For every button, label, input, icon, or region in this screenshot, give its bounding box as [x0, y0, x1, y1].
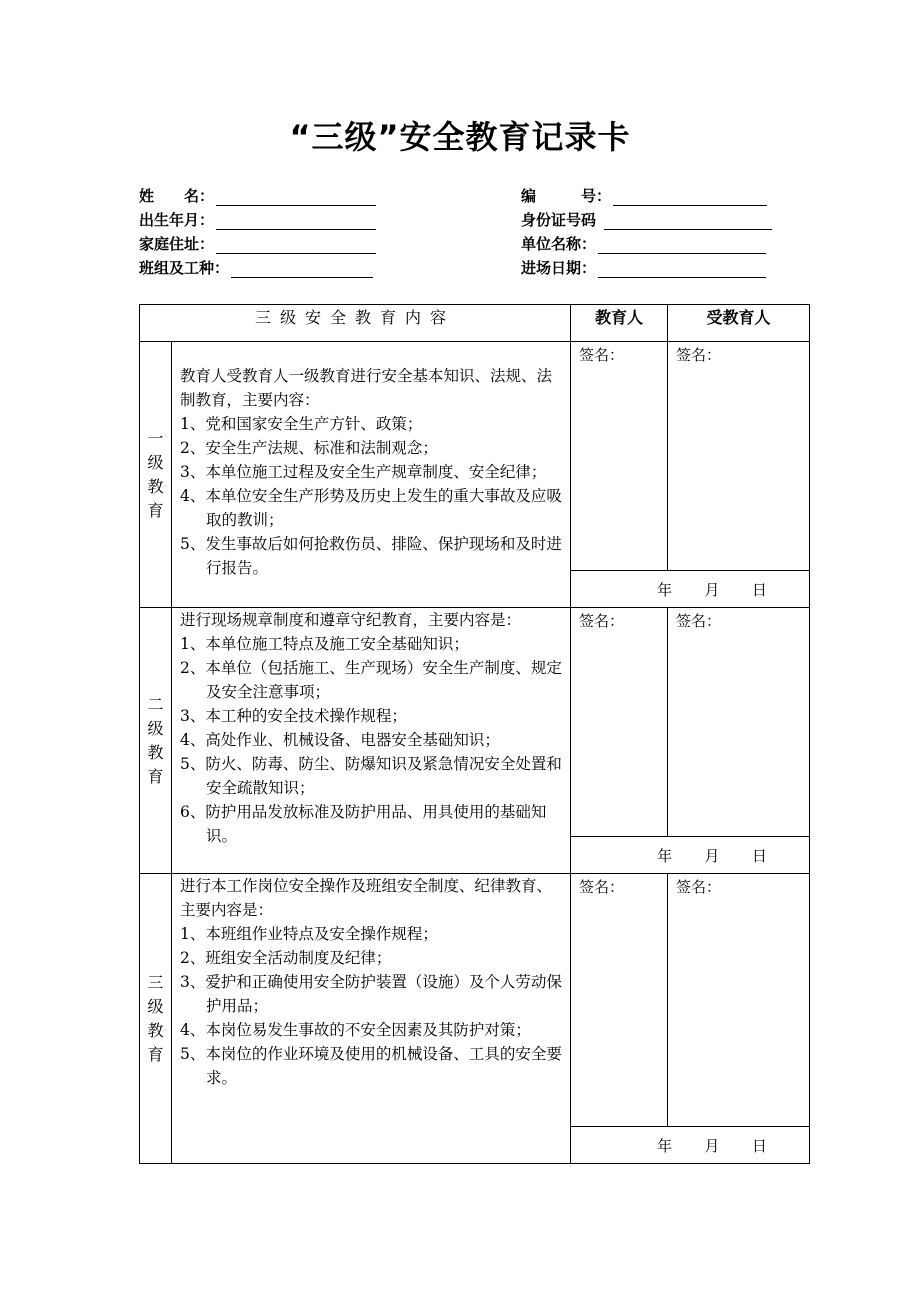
level-3-item: 1、本班组作业特点及安全操作规程；	[180, 925, 438, 943]
team-blank	[231, 259, 373, 278]
level-2-date[interactable]	[571, 837, 810, 874]
number-blank	[613, 187, 767, 206]
number-field	[521, 184, 767, 206]
level-2-item: 3、本工种的安全技术操作规程；	[180, 707, 407, 725]
level-1-item: 5、发生事故后如何抢救伤员、排险、保护现场和及时进行报告。	[180, 535, 562, 577]
level-3-date[interactable]	[571, 1127, 810, 1164]
level-3-char: 三	[147, 972, 164, 992]
date-month: 月	[704, 846, 720, 865]
name-blank	[216, 187, 376, 206]
level-2-educatee-signature[interactable]: 签名：	[668, 608, 810, 837]
level-3-item: 2、班组安全活动制度及纪律；	[180, 949, 392, 967]
level-1-item: 4、本单位安全生产形势及历史上发生的重大事故及应吸取的教训；	[180, 487, 562, 529]
address-label: 家庭住址：	[139, 235, 215, 253]
level-2-row	[140, 608, 810, 837]
date-year: 年	[657, 580, 673, 599]
level-2-intro: 进行现场规章制度和遵章守纪教育，主要内容是：	[180, 611, 522, 629]
team-label: 班组及工种：	[139, 259, 230, 277]
header-content: 三级安全教育内容	[140, 305, 571, 342]
level-2-educator-signature[interactable]: 签名：	[571, 608, 668, 837]
unit-blank	[598, 235, 766, 254]
level-1-item: 3、本单位施工过程及安全生产规章制度、安全纪律；	[180, 463, 547, 481]
page-title: “三级”安全教育记录卡	[289, 118, 631, 156]
date-year: 年	[657, 846, 673, 865]
level-3-educator-signature[interactable]: 签名：	[571, 874, 668, 1127]
header-educatee: 受教育人	[668, 305, 810, 342]
level-2-char: 二	[147, 694, 164, 714]
level-2-name	[140, 608, 172, 874]
entry-date-label: 进场日期：	[521, 259, 597, 277]
level-1-educatee-signature[interactable]: 签名：	[668, 342, 810, 571]
level-1-name	[140, 342, 172, 608]
entry-date-blank	[598, 259, 766, 278]
level-2-item: 2、本单位（包括施工、生产现场）安全生产制度、规定及安全注意事项；	[180, 659, 562, 701]
level-3-char: 育	[147, 1044, 164, 1064]
entry-date-field	[521, 256, 766, 278]
level-1-char: 育	[147, 500, 164, 520]
level-2-char: 级	[147, 718, 164, 738]
unit-label: 单位名称：	[521, 235, 597, 253]
birth-blank	[216, 211, 376, 230]
level-1-item: 1、党和国家安全生产方针、政策；	[180, 415, 423, 433]
birth-label: 出生年月：	[139, 211, 215, 229]
education-record-table	[139, 304, 810, 1164]
level-2-item: 5、防火、防毒、防尘、防爆知识及紧急情况安全处置和安全疏散知识；	[180, 755, 562, 797]
level-3-educatee-signature[interactable]: 签名：	[668, 874, 810, 1127]
level-3-char: 级	[147, 996, 164, 1016]
level-2-item: 4、高处作业、机械设备、电器安全基础知识；	[180, 731, 500, 749]
birth-field	[139, 208, 376, 230]
level-2-char: 育	[147, 766, 164, 786]
address-blank	[216, 235, 376, 254]
level-3-char: 教	[147, 1020, 164, 1040]
team-field	[139, 256, 373, 278]
level-1-educator-signature[interactable]: 签名：	[571, 342, 668, 571]
level-3-name	[140, 874, 172, 1164]
level-1-char: 教	[147, 476, 164, 496]
date-day: 日	[751, 846, 767, 865]
header-educator: 教育人	[571, 305, 668, 342]
level-1-row	[140, 342, 810, 571]
level-2-char: 教	[147, 742, 164, 762]
unit-field	[521, 232, 766, 254]
level-1-intro: 教育人受教育人一级教育进行安全基本知识、法规、法制教育，主要内容：	[180, 367, 553, 409]
date-day: 日	[751, 1136, 767, 1155]
level-2-content	[172, 608, 571, 874]
number-label: 编 号：	[521, 187, 612, 205]
level-1-item: 2、安全生产法规、标准和法制观念；	[180, 439, 438, 457]
id-label: 身份证号码	[521, 211, 597, 229]
level-1-date[interactable]	[571, 571, 810, 608]
id-field	[521, 208, 772, 230]
name-field	[139, 184, 376, 206]
level-3-item: 5、本岗位的作业环境及使用的机械设备、工具的安全要求。	[180, 1045, 562, 1087]
level-3-item: 4、本岗位易发生事故的不安全因素及其防护对策；	[180, 1021, 531, 1039]
date-day: 日	[751, 580, 767, 599]
date-year: 年	[657, 1136, 673, 1155]
name-label: 姓 名：	[139, 187, 215, 205]
level-3-intro: 进行本工作岗位安全操作及班组安全制度、纪律教育、主要内容是：	[180, 877, 553, 919]
date-month: 月	[704, 1136, 720, 1155]
address-field	[139, 232, 376, 254]
level-3-item: 3、爱护和正确使用安全防护装置（设施）及个人劳动保护用品；	[180, 973, 562, 1015]
level-1-content	[172, 342, 571, 608]
level-2-item: 1、本单位施工特点及施工安全基础知识；	[180, 635, 469, 653]
level-3-row	[140, 874, 810, 1127]
date-month: 月	[704, 580, 720, 599]
level-1-char: 级	[147, 452, 164, 472]
level-3-content	[172, 874, 571, 1164]
id-blank	[604, 211, 772, 230]
level-1-char: 一	[147, 428, 164, 448]
level-2-item: 6、防护用品发放标准及防护用品、用具使用的基础知识。	[180, 803, 547, 845]
table-header-row	[140, 305, 810, 342]
